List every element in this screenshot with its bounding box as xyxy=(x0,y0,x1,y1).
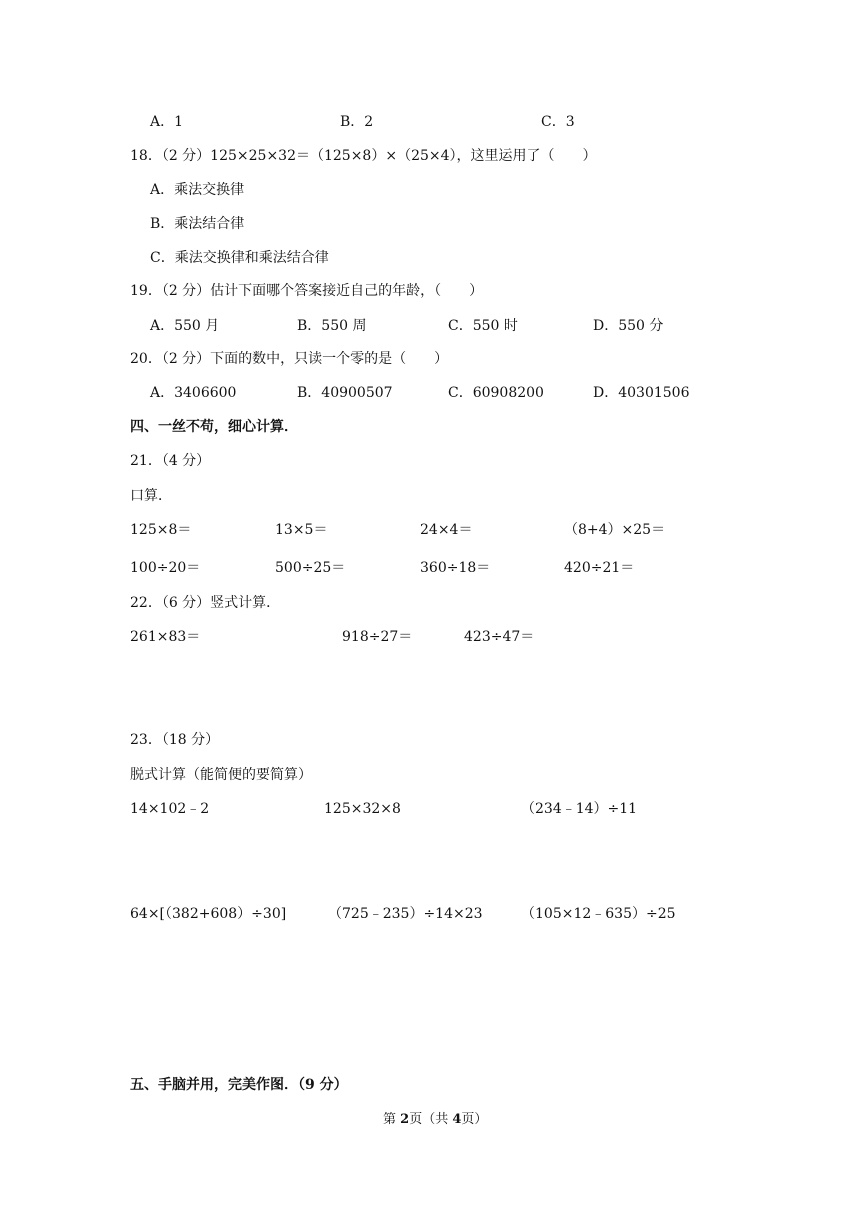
page-footer xyxy=(383,1111,487,1129)
q21-stem: 21．（4 分） xyxy=(130,453,211,469)
footer-page-number: 2 xyxy=(400,1112,410,1127)
q23-item: 14×102﹣2 xyxy=(130,801,210,817)
q21-item: 100÷20＝ xyxy=(130,560,201,576)
q19-option-b: B．550 周 xyxy=(297,318,367,334)
q19-option-c: C．550 时 xyxy=(448,318,518,334)
q22-item: 918÷27＝ xyxy=(342,629,413,645)
section-4-title: 四、一丝不苟，细心计算． xyxy=(130,419,298,435)
q21-item: 500÷25＝ xyxy=(275,560,346,576)
q23-stem: 23．（18 分） xyxy=(130,732,220,748)
q20-option-c: C．60908200 xyxy=(448,385,544,401)
q18-stem: 18．（2 分）125×25×32＝（125×8）×（25×4），这里运用了（ ） xyxy=(130,148,597,164)
q18-option-c: C．乘法交换律和乘法结合律 xyxy=(150,250,329,266)
q19-option-a: A．550 月 xyxy=(150,318,220,334)
q18-option-b: B．乘法结合律 xyxy=(150,216,245,232)
q20-option-a: A．3406600 xyxy=(150,385,237,401)
q20-option-d: D．40301506 xyxy=(593,385,690,401)
q21-item: （8+4）×25＝ xyxy=(564,522,666,538)
footer-middle: 页（共 xyxy=(409,1112,453,1127)
q20-stem: 20．（2 分）下面的数中，只读一个零的是（ ） xyxy=(130,351,449,367)
q22-item: 261×83＝ xyxy=(130,629,201,645)
q19-stem: 19．（2 分）估计下面哪个答案接近自己的年龄，（ ） xyxy=(130,283,484,299)
q21-item: 420÷21＝ xyxy=(564,560,635,576)
q21-item: 13×5＝ xyxy=(275,522,328,538)
q23-instruction: 脱式计算（能简便的要简算） xyxy=(130,767,312,783)
q17-option-c: C．3 xyxy=(541,114,575,130)
footer-total-pages: 4 xyxy=(452,1112,462,1127)
section-5-title: 五、手脑并用，完美作图．（9 分） xyxy=(130,1077,348,1093)
q22-item: 423÷47＝ xyxy=(464,629,535,645)
q17-option-b: B．2 xyxy=(340,114,374,130)
q21-instruction: 口算． xyxy=(130,488,172,504)
q21-item: 125×8＝ xyxy=(130,522,192,538)
q23-item: 125×32×8 xyxy=(324,801,401,817)
q23-item: （105×12﹣635）÷25 xyxy=(521,906,676,922)
q23-item: （725﹣235）÷14×23 xyxy=(328,906,483,922)
q17-option-a: A．1 xyxy=(150,114,184,130)
q22-stem: 22．（6 分）竖式计算． xyxy=(130,595,281,611)
q21-item: 24×4＝ xyxy=(420,522,473,538)
q23-item: （234﹣14）÷11 xyxy=(521,801,638,817)
q20-option-b: B．40900507 xyxy=(297,385,393,401)
footer-suffix: 页） xyxy=(461,1112,488,1127)
q18-option-a: A．乘法交换律 xyxy=(150,182,245,198)
footer-prefix: 第 xyxy=(383,1112,401,1127)
q23-item: 64×[（382+608）÷30] xyxy=(130,906,287,922)
q21-item: 360÷18＝ xyxy=(420,560,491,576)
q19-option-d: D．550 分 xyxy=(593,318,664,334)
